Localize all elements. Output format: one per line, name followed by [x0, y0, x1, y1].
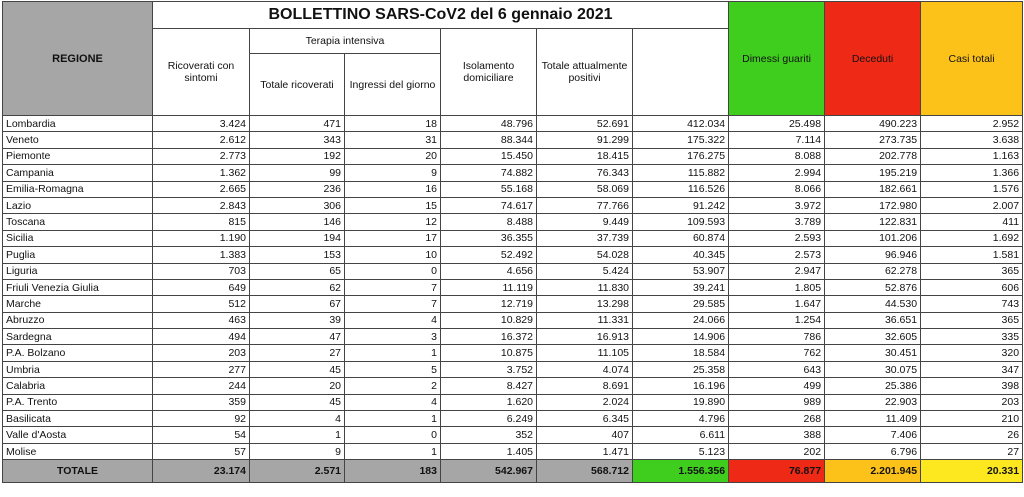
cell-regione: P.A. Bolzano [3, 345, 153, 361]
cell-positivi: 77.766 [537, 197, 633, 213]
cell-incremento: 365 [921, 312, 1023, 328]
header-ingressi: Ingressi del giorno [345, 54, 441, 116]
table-row [3, 394, 1023, 410]
cell-positivi: 11.830 [537, 279, 633, 295]
cell-isolamento: 16.372 [441, 329, 537, 345]
cell-totale-ricoverati: 306 [250, 197, 345, 213]
cell-ingressi: 1 [345, 411, 441, 427]
cell-ricoverati: 359 [153, 394, 250, 410]
cell-regione: Valle d'Aosta [3, 427, 153, 443]
cell-regione: Marche [3, 296, 153, 312]
cell-totale-ricoverati: 1 [250, 427, 345, 443]
header-totale-ricoverati: Totale ricoverati [250, 54, 345, 116]
header-ricoverati: Ricoverati con sintomi [153, 29, 250, 116]
cell-isolamento: 48.796 [441, 116, 537, 132]
cell-ricoverati: 2.843 [153, 197, 250, 213]
cell-ricoverati: 2.665 [153, 181, 250, 197]
cell-ricoverati: 494 [153, 329, 250, 345]
cell-dimessi: 53.907 [633, 263, 729, 279]
cell-ingressi: 1 [345, 345, 441, 361]
cell-deceduti: 2.573 [729, 247, 825, 263]
cell-regione: Veneto [3, 132, 153, 148]
cell-incremento: 1.576 [921, 181, 1023, 197]
cell-deceduti: 762 [729, 345, 825, 361]
cell-isolamento: 52.492 [441, 247, 537, 263]
table-row [3, 329, 1023, 345]
cell-positivi: 8.691 [537, 378, 633, 394]
cell-ingressi: 4 [345, 312, 441, 328]
cell-positivi: 16.913 [537, 329, 633, 345]
table-row [3, 230, 1023, 246]
table-row [3, 296, 1023, 312]
cell-ricoverati: 649 [153, 279, 250, 295]
cell-isolamento: 10.875 [441, 345, 537, 361]
cell-casi-totali: 22.903 [825, 394, 921, 410]
cell-incremento: 3.638 [921, 132, 1023, 148]
cell-totale-ricoverati: 65 [250, 263, 345, 279]
cell-casi-totali: 101.206 [825, 230, 921, 246]
cell-casi-totali: 44.530 [825, 296, 921, 312]
cell-ingressi: 15 [345, 197, 441, 213]
cell-casi-totali: 202.778 [825, 148, 921, 164]
cell-ingressi: 3 [345, 329, 441, 345]
total-casi-totali: 2.201.945 [825, 460, 921, 483]
cell-isolamento: 8.488 [441, 214, 537, 230]
cell-deceduti: 202 [729, 443, 825, 459]
total-dimessi: 1.556.356 [633, 460, 729, 483]
cell-regione: Liguria [3, 263, 153, 279]
table-row [3, 361, 1023, 377]
cell-deceduti: 268 [729, 411, 825, 427]
cell-dimessi: 24.066 [633, 312, 729, 328]
cell-incremento: 347 [921, 361, 1023, 377]
cell-positivi: 11.331 [537, 312, 633, 328]
cell-ricoverati: 54 [153, 427, 250, 443]
cell-positivi: 76.343 [537, 165, 633, 181]
cell-positivi: 407 [537, 427, 633, 443]
cell-casi-totali: 52.876 [825, 279, 921, 295]
cell-isolamento: 6.249 [441, 411, 537, 427]
cell-isolamento: 1.405 [441, 443, 537, 459]
cell-incremento: 398 [921, 378, 1023, 394]
cell-isolamento: 74.617 [441, 197, 537, 213]
cell-regione: Lazio [3, 197, 153, 213]
cell-deceduti: 2.947 [729, 263, 825, 279]
cell-positivi: 52.691 [537, 116, 633, 132]
cell-regione: Abruzzo [3, 312, 153, 328]
cell-totale-ricoverati: 20 [250, 378, 345, 394]
cell-positivi: 54.028 [537, 247, 633, 263]
cell-dimessi: 60.874 [633, 230, 729, 246]
header-deceduti: Deceduti [825, 2, 921, 116]
cell-ricoverati: 92 [153, 411, 250, 427]
cell-dimessi: 29.585 [633, 296, 729, 312]
cell-incremento: 210 [921, 411, 1023, 427]
cell-ingressi: 20 [345, 148, 441, 164]
cell-positivi: 2.024 [537, 394, 633, 410]
cell-positivi: 18.415 [537, 148, 633, 164]
cell-ingressi: 7 [345, 296, 441, 312]
cell-positivi: 9.449 [537, 214, 633, 230]
cell-deceduti: 8.066 [729, 181, 825, 197]
cell-positivi: 11.105 [537, 345, 633, 361]
cell-totale-ricoverati: 4 [250, 411, 345, 427]
cell-positivi: 4.074 [537, 361, 633, 377]
table-row [3, 181, 1023, 197]
cell-ingressi: 0 [345, 263, 441, 279]
cell-regione: Piemonte [3, 148, 153, 164]
cell-dimessi: 19.890 [633, 394, 729, 410]
cell-dimessi: 109.593 [633, 214, 729, 230]
cell-ricoverati: 1.190 [153, 230, 250, 246]
cell-deceduti: 1.647 [729, 296, 825, 312]
cell-positivi: 13.298 [537, 296, 633, 312]
cell-ingressi: 0 [345, 427, 441, 443]
cell-incremento: 2.007 [921, 197, 1023, 213]
total-row [3, 460, 1023, 483]
cell-casi-totali: 30.451 [825, 345, 921, 361]
cell-isolamento: 15.450 [441, 148, 537, 164]
cell-incremento: 335 [921, 329, 1023, 345]
cell-ricoverati: 277 [153, 361, 250, 377]
cell-dimessi: 6.611 [633, 427, 729, 443]
table-row [3, 378, 1023, 394]
cell-casi-totali: 25.386 [825, 378, 921, 394]
cell-regione: Emilia-Romagna [3, 181, 153, 197]
cell-totale-ricoverati: 471 [250, 116, 345, 132]
table-row [3, 214, 1023, 230]
cell-totale-ricoverati: 194 [250, 230, 345, 246]
cell-casi-totali: 62.278 [825, 263, 921, 279]
total-deceduti: 76.877 [729, 460, 825, 483]
cell-ingressi: 9 [345, 165, 441, 181]
cell-incremento: 1.581 [921, 247, 1023, 263]
cell-ricoverati: 203 [153, 345, 250, 361]
cell-totale-ricoverati: 236 [250, 181, 345, 197]
cell-regione: Friuli Venezia Giulia [3, 279, 153, 295]
cell-deceduti: 499 [729, 378, 825, 394]
cell-totale-ricoverati: 39 [250, 312, 345, 328]
cell-casi-totali: 7.406 [825, 427, 921, 443]
cell-positivi: 58.069 [537, 181, 633, 197]
cell-ingressi: 2 [345, 378, 441, 394]
cell-dimessi: 176.275 [633, 148, 729, 164]
header-casi-totali: Casi totali [921, 2, 1023, 116]
cell-dimessi: 18.584 [633, 345, 729, 361]
cell-totale-ricoverati: 27 [250, 345, 345, 361]
cell-casi-totali: 32.605 [825, 329, 921, 345]
cell-regione: Calabria [3, 378, 153, 394]
table-row [3, 116, 1023, 132]
header-isolamento: Isolamento domiciliare [441, 29, 537, 116]
cell-incremento: 203 [921, 394, 1023, 410]
cell-incremento: 2.952 [921, 116, 1023, 132]
cell-deceduti: 643 [729, 361, 825, 377]
cell-casi-totali: 96.946 [825, 247, 921, 263]
cell-casi-totali: 6.796 [825, 443, 921, 459]
header-positivi: Totale attualmente positivi [537, 29, 633, 116]
total-incremento: 20.331 [921, 460, 1023, 483]
cell-deceduti: 1.805 [729, 279, 825, 295]
cell-regione: Molise [3, 443, 153, 459]
cell-ricoverati: 1.383 [153, 247, 250, 263]
cell-regione: Sicilia [3, 230, 153, 246]
cell-totale-ricoverati: 192 [250, 148, 345, 164]
bollettino-table [2, 1, 1023, 483]
cell-deceduti: 3.972 [729, 197, 825, 213]
cell-regione: P.A. Trento [3, 394, 153, 410]
cell-positivi: 37.739 [537, 230, 633, 246]
cell-isolamento: 11.119 [441, 279, 537, 295]
table-row [3, 443, 1023, 459]
cell-deceduti: 2.994 [729, 165, 825, 181]
cell-totale-ricoverati: 146 [250, 214, 345, 230]
cell-dimessi: 25.358 [633, 361, 729, 377]
cell-ingressi: 10 [345, 247, 441, 263]
cell-isolamento: 1.620 [441, 394, 537, 410]
cell-dimessi: 40.345 [633, 247, 729, 263]
cell-totale-ricoverati: 45 [250, 361, 345, 377]
cell-dimessi: 115.882 [633, 165, 729, 181]
table-row [3, 279, 1023, 295]
cell-deceduti: 25.498 [729, 116, 825, 132]
cell-ingressi: 5 [345, 361, 441, 377]
cell-regione: Toscana [3, 214, 153, 230]
cell-ingressi: 12 [345, 214, 441, 230]
cell-incremento: 606 [921, 279, 1023, 295]
cell-dimessi: 91.242 [633, 197, 729, 213]
cell-dimessi: 116.526 [633, 181, 729, 197]
total-label: TOTALE [3, 460, 153, 483]
cell-deceduti: 8.088 [729, 148, 825, 164]
cell-positivi: 1.471 [537, 443, 633, 459]
cell-isolamento: 12.719 [441, 296, 537, 312]
page-title: BOLLETTINO SARS-CoV2 del 6 gennaio 2021 [153, 2, 729, 29]
cell-incremento: 411 [921, 214, 1023, 230]
cell-ingressi: 18 [345, 116, 441, 132]
cell-dimessi: 175.322 [633, 132, 729, 148]
cell-isolamento: 36.355 [441, 230, 537, 246]
cell-dimessi: 16.196 [633, 378, 729, 394]
cell-casi-totali: 11.409 [825, 411, 921, 427]
cell-deceduti: 3.789 [729, 214, 825, 230]
header-regione: REGIONE [3, 2, 153, 116]
cell-regione: Umbria [3, 361, 153, 377]
cell-isolamento: 3.752 [441, 361, 537, 377]
cell-ricoverati: 815 [153, 214, 250, 230]
total-ingressi: 183 [345, 460, 441, 483]
cell-ricoverati: 1.362 [153, 165, 250, 181]
cell-casi-totali: 30.075 [825, 361, 921, 377]
cell-incremento: 365 [921, 263, 1023, 279]
total-ricoverati: 23.174 [153, 460, 250, 483]
total-positivi: 568.712 [537, 460, 633, 483]
table-row [3, 148, 1023, 164]
cell-casi-totali: 490.223 [825, 116, 921, 132]
cell-totale-ricoverati: 67 [250, 296, 345, 312]
table-body [3, 116, 1023, 460]
cell-incremento: 26 [921, 427, 1023, 443]
table-row [3, 132, 1023, 148]
cell-isolamento: 74.882 [441, 165, 537, 181]
cell-ingressi: 7 [345, 279, 441, 295]
cell-deceduti: 1.254 [729, 312, 825, 328]
cell-ingressi: 4 [345, 394, 441, 410]
table-row [3, 427, 1023, 443]
cell-ingressi: 31 [345, 132, 441, 148]
header-terapia-intensiva: Terapia intensiva [250, 29, 441, 54]
cell-isolamento: 4.656 [441, 263, 537, 279]
cell-deceduti: 2.593 [729, 230, 825, 246]
cell-ingressi: 16 [345, 181, 441, 197]
cell-regione: Basilicata [3, 411, 153, 427]
cell-totale-ricoverati: 47 [250, 329, 345, 345]
cell-incremento: 743 [921, 296, 1023, 312]
table-row [3, 312, 1023, 328]
table-row [3, 411, 1023, 427]
cell-regione: Puglia [3, 247, 153, 263]
header-dimessi: Dimessi guariti [729, 2, 825, 116]
cell-isolamento: 8.427 [441, 378, 537, 394]
cell-casi-totali: 195.219 [825, 165, 921, 181]
cell-regione: Lombardia [3, 116, 153, 132]
cell-ricoverati: 3.424 [153, 116, 250, 132]
cell-regione: Sardegna [3, 329, 153, 345]
cell-isolamento: 352 [441, 427, 537, 443]
table-row [3, 165, 1023, 181]
cell-isolamento: 10.829 [441, 312, 537, 328]
cell-totale-ricoverati: 343 [250, 132, 345, 148]
table-row [3, 197, 1023, 213]
cell-totale-ricoverati: 45 [250, 394, 345, 410]
cell-ricoverati: 2.612 [153, 132, 250, 148]
cell-incremento: 1.692 [921, 230, 1023, 246]
total-isolamento: 542.967 [441, 460, 537, 483]
cell-ingressi: 17 [345, 230, 441, 246]
cell-casi-totali: 122.831 [825, 214, 921, 230]
cell-isolamento: 88.344 [441, 132, 537, 148]
cell-positivi: 91.299 [537, 132, 633, 148]
cell-dimessi: 14.906 [633, 329, 729, 345]
cell-totale-ricoverati: 99 [250, 165, 345, 181]
cell-dimessi: 39.241 [633, 279, 729, 295]
cell-incremento: 1.366 [921, 165, 1023, 181]
cell-totale-ricoverati: 153 [250, 247, 345, 263]
cell-ricoverati: 463 [153, 312, 250, 328]
cell-positivi: 5.424 [537, 263, 633, 279]
table-row [3, 247, 1023, 263]
cell-casi-totali: 273.735 [825, 132, 921, 148]
cell-totale-ricoverati: 62 [250, 279, 345, 295]
cell-dimessi: 412.034 [633, 116, 729, 132]
cell-deceduti: 989 [729, 394, 825, 410]
cell-ricoverati: 244 [153, 378, 250, 394]
total-totale-ricoverati: 2.571 [250, 460, 345, 483]
cell-positivi: 6.345 [537, 411, 633, 427]
cell-deceduti: 388 [729, 427, 825, 443]
table-row [3, 345, 1023, 361]
table-row [3, 263, 1023, 279]
cell-dimessi: 5.123 [633, 443, 729, 459]
cell-incremento: 1.163 [921, 148, 1023, 164]
cell-ingressi: 1 [345, 443, 441, 459]
cell-casi-totali: 172.980 [825, 197, 921, 213]
cell-regione: Campania [3, 165, 153, 181]
cell-deceduti: 786 [729, 329, 825, 345]
cell-incremento: 27 [921, 443, 1023, 459]
cell-isolamento: 55.168 [441, 181, 537, 197]
cell-dimessi: 4.796 [633, 411, 729, 427]
cell-ricoverati: 57 [153, 443, 250, 459]
cell-ricoverati: 512 [153, 296, 250, 312]
cell-casi-totali: 36.651 [825, 312, 921, 328]
cell-deceduti: 7.114 [729, 132, 825, 148]
cell-incremento: 320 [921, 345, 1023, 361]
cell-totale-ricoverati: 9 [250, 443, 345, 459]
cell-casi-totali: 182.661 [825, 181, 921, 197]
cell-ricoverati: 2.773 [153, 148, 250, 164]
cell-ricoverati: 703 [153, 263, 250, 279]
